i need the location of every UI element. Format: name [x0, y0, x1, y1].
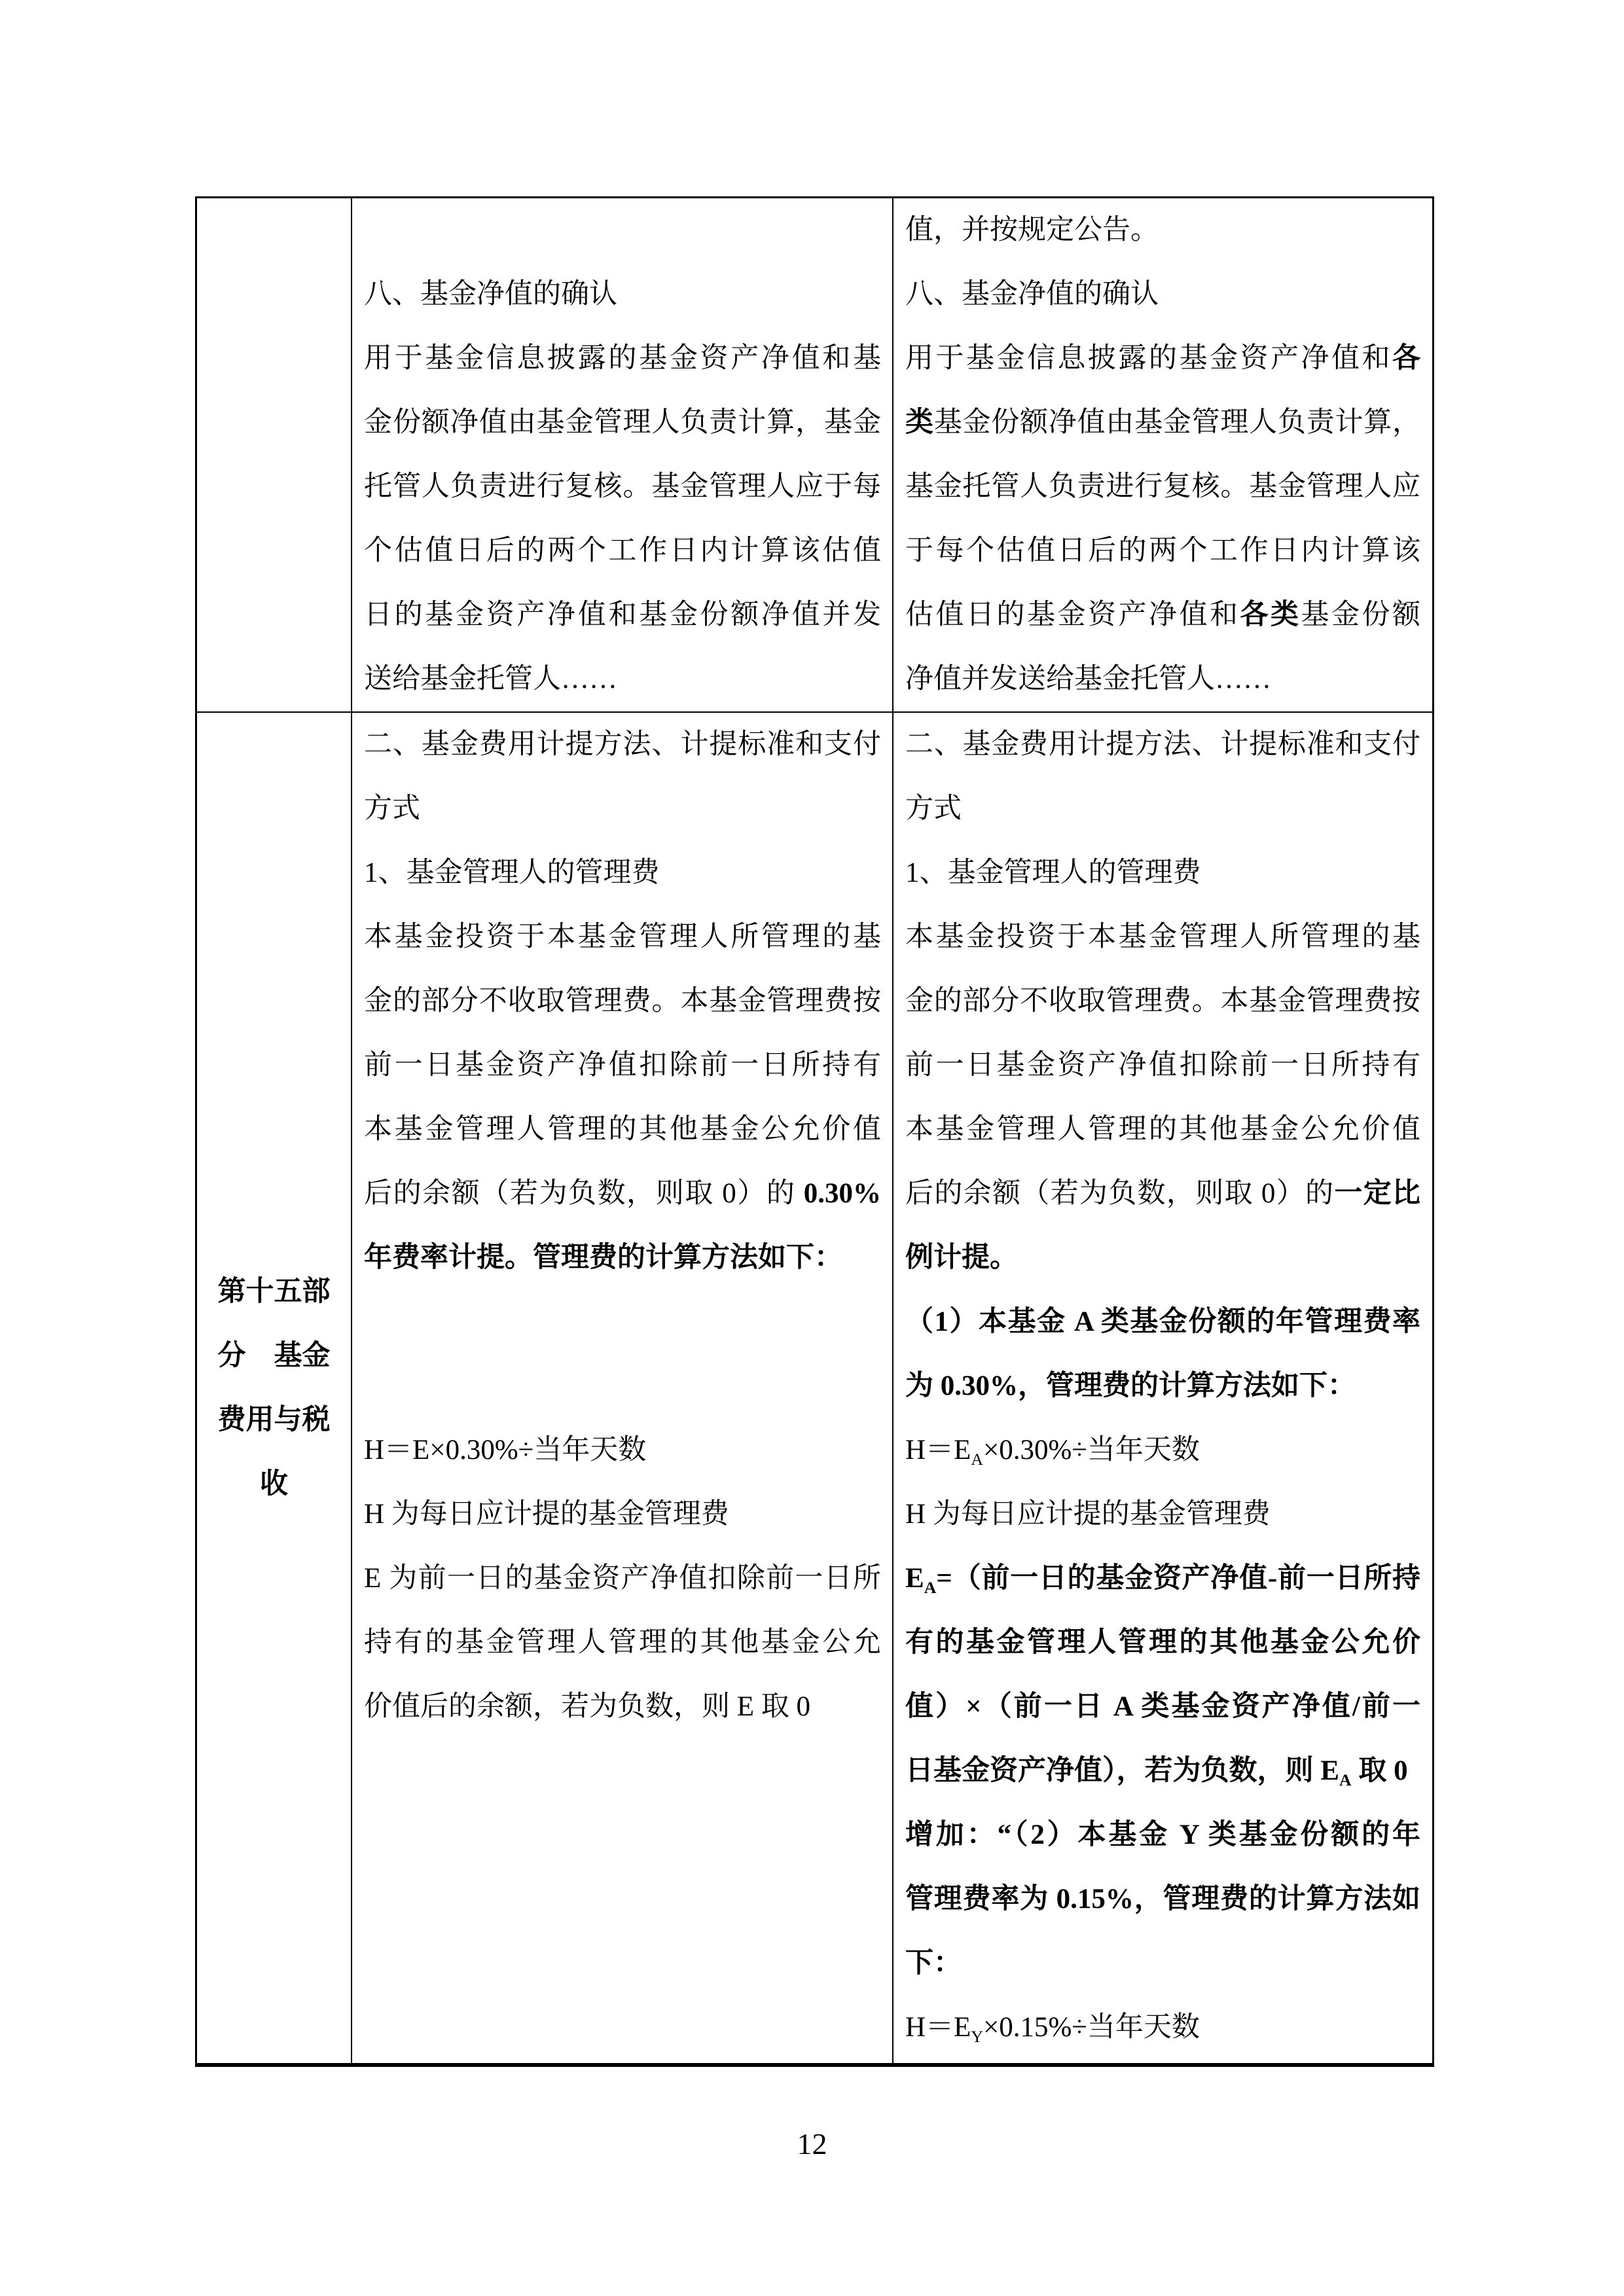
text-line: [364, 905, 881, 969]
text-run: 0.30%: [803, 1178, 881, 1209]
text-run: H＝E×0.30%÷当年天数: [364, 1435, 647, 1465]
text-run: 值，并按规定公告。: [905, 215, 1159, 245]
text-run: 价值后的余额，若为负数，则 E 取 0: [364, 1691, 811, 1722]
text-run: E 为前一日的基金资产净值扣除前一日所: [364, 1563, 881, 1594]
text-run: 各类: [1240, 600, 1301, 630]
text-run: E: [905, 1563, 924, 1594]
text-line: [364, 777, 881, 841]
text-run: 值）×（前一日 A 类基金资产净值/前一: [905, 1691, 1420, 1722]
text-run: 日基金资产净值），若为负数，则 E: [905, 1755, 1339, 1786]
text-line: [197, 1260, 351, 1324]
text-line: [364, 262, 881, 327]
text-run: 基金份额净值由基金管理人负责计算，: [933, 407, 1421, 438]
text-line: [905, 1803, 1420, 1867]
text-line: [364, 1162, 881, 1226]
text-line: [905, 391, 1420, 455]
text-line: [905, 1611, 1420, 1675]
text-run: 前一日基金资产净值扣除前一日所持有: [905, 1050, 1420, 1081]
table-cell-old-text-row1: [351, 198, 892, 711]
text-line: [364, 1354, 881, 1418]
page-number: 12: [797, 2127, 827, 2161]
text-run: 分 基金: [217, 1340, 331, 1371]
text-line: [905, 1098, 1420, 1162]
text-run: 本基金管理人管理的其他基金公允价值: [364, 1114, 881, 1145]
text-run: 金的部分不收取管理费。本基金管理费按: [364, 986, 881, 1016]
text-line: [364, 1675, 881, 1739]
text-run: 金份额净值由基金管理人负责计算，基金: [364, 407, 881, 438]
table-cell-old-text-row2: [351, 711, 892, 2063]
text-run: 增加：“（2）本基金 Y 类基金份额的年: [905, 1820, 1420, 1850]
text-line: [905, 1033, 1420, 1098]
text-run: 各: [1392, 343, 1420, 374]
text-run: 第十五部: [217, 1276, 331, 1307]
text-line: [364, 841, 881, 905]
text-run: 后的余额（若为负数，则取 0）的: [364, 1178, 804, 1209]
text-run: H 为每日应计提的基金管理费: [905, 1499, 1271, 1530]
text-line: [197, 1452, 351, 1516]
text-line: [905, 647, 1420, 711]
text-run: 本基金管理人管理的其他基金公允价值: [905, 1114, 1420, 1145]
text-line: [364, 1547, 881, 1611]
text-run: 为 0.30%，管理费的计算方法如下：: [905, 1371, 1356, 1401]
table-cell-section-empty: [197, 198, 351, 711]
text-run: ×0.30%÷当年天数: [983, 1435, 1200, 1465]
text-line: [197, 1324, 351, 1388]
text-line: [364, 519, 881, 583]
text-run: 净值并发送给基金托管人……: [905, 664, 1271, 694]
text-run: 二、基金费用计提方法、计提标准和支付: [364, 729, 881, 760]
text-run: 估值日的基金资产净值和: [905, 600, 1240, 630]
text-line: [905, 1354, 1420, 1418]
text-line: [905, 1931, 1420, 1996]
text-run: 后的余额（若为负数，则取 0）的: [905, 1178, 1335, 1209]
text-line: [364, 583, 881, 647]
text-run: A: [971, 1450, 983, 1469]
text-line: [905, 262, 1420, 327]
text-line: [905, 905, 1420, 969]
text-run: 于每个估值日后的两个工作日内计算该: [905, 535, 1420, 566]
text-run: 日的基金资产净值和基金份额净值并发: [364, 600, 881, 630]
text-run: 本基金投资于本基金管理人所管理的基: [364, 922, 881, 952]
text-run: 基金托管人负责进行复核。基金管理人应: [905, 471, 1420, 502]
comparison-table: [195, 196, 1434, 2067]
text-run: 例计提。: [905, 1242, 1018, 1273]
text-run: 一定比: [1334, 1178, 1421, 1209]
text-run: A: [1339, 1770, 1352, 1790]
text-run: 托管人负责进行复核。基金管理人应于每: [364, 471, 881, 502]
text-run: 1、基金管理人的管理费: [364, 857, 660, 888]
text-run: Y: [971, 2027, 983, 2047]
text-run: 下：: [905, 1948, 962, 1979]
text-line: [905, 1867, 1420, 1931]
text-line: [197, 1388, 351, 1452]
text-run: 取 0: [1351, 1755, 1408, 1786]
text-run: 二、基金费用计提方法、计提标准和支付: [905, 729, 1420, 760]
text-line: [364, 198, 881, 262]
text-run: 送给基金托管人……: [364, 664, 617, 694]
text-line: [364, 1290, 881, 1354]
text-run: 用于基金信息披露的基金资产净值和基: [364, 343, 881, 374]
text-run: 方式: [905, 793, 962, 824]
text-run: 管理费率为 0.15%，管理费的计算方法如: [905, 1884, 1420, 1914]
text-run: （1）本基金 A 类基金份额的年管理费率: [905, 1306, 1420, 1337]
text-run: H 为每日应计提的基金管理费: [364, 1499, 729, 1530]
text-line: [905, 841, 1420, 905]
text-run: 1、基金管理人的管理费: [905, 857, 1201, 888]
text-line: [905, 519, 1420, 583]
text-run: 用于基金信息披露的基金资产净值和: [905, 343, 1392, 374]
text-line: [364, 647, 881, 711]
text-run: 持有的基金管理人管理的其他基金公允: [364, 1627, 881, 1658]
text-line: [364, 969, 881, 1033]
text-run: 八、基金净值的确认: [905, 279, 1159, 310]
text-line: [905, 969, 1420, 1033]
table-cell-new-text-row2: [892, 711, 1432, 2063]
text-run: 本基金投资于本基金管理人所管理的基: [905, 922, 1420, 952]
text-line: [364, 327, 881, 391]
text-line: [905, 583, 1420, 647]
text-line: [905, 1290, 1420, 1354]
text-run: 金的部分不收取管理费。本基金管理费按: [905, 986, 1420, 1016]
text-run: 基金份额: [1301, 600, 1420, 630]
text-line: [905, 1547, 1420, 1611]
text-line: [364, 455, 881, 519]
text-line: [364, 391, 881, 455]
text-run: ×0.15%÷当年天数: [983, 2012, 1200, 2043]
text-run: 方式: [364, 793, 420, 824]
text-run: 个估值日后的两个工作日内计算该估值: [364, 535, 881, 566]
text-line: [905, 1739, 1420, 1803]
text-line: [905, 1675, 1420, 1739]
text-run: 费用与税: [217, 1404, 331, 1435]
text-line: [905, 713, 1420, 777]
text-line: [364, 1226, 881, 1290]
text-run: =（前一日的基金资产净值-前一日所持: [936, 1563, 1420, 1594]
text-line: [905, 327, 1420, 391]
text-line: [364, 1033, 881, 1098]
text-line: [364, 1098, 881, 1162]
text-line: [905, 1996, 1420, 2060]
text-line: [905, 1418, 1420, 1482]
text-line: [905, 1162, 1420, 1226]
text-run: 年费率计提。管理费的计算方法如下：: [364, 1242, 842, 1273]
text-line: [364, 1611, 881, 1675]
text-line: [905, 1226, 1420, 1290]
text-line: [364, 713, 881, 777]
text-run: 有的基金管理人管理的其他基金公允价: [905, 1627, 1420, 1658]
text-run: 类: [905, 407, 934, 438]
table-cell-section-header: [197, 711, 351, 2063]
text-line: [905, 198, 1420, 262]
table-cell-new-text-row1: [892, 198, 1432, 711]
text-line: [905, 777, 1420, 841]
text-line: [905, 455, 1420, 519]
text-run: 前一日基金资产净值扣除前一日所持有: [364, 1050, 881, 1081]
text-run: H＝E: [905, 1435, 971, 1465]
text-run: H＝E: [905, 2012, 971, 2043]
text-line: [364, 1482, 881, 1547]
text-line: [905, 1482, 1420, 1547]
text-run: 收: [260, 1468, 288, 1499]
text-run: 八、基金净值的确认: [364, 279, 617, 310]
text-line: [364, 1418, 881, 1482]
text-run: A: [924, 1578, 937, 1598]
